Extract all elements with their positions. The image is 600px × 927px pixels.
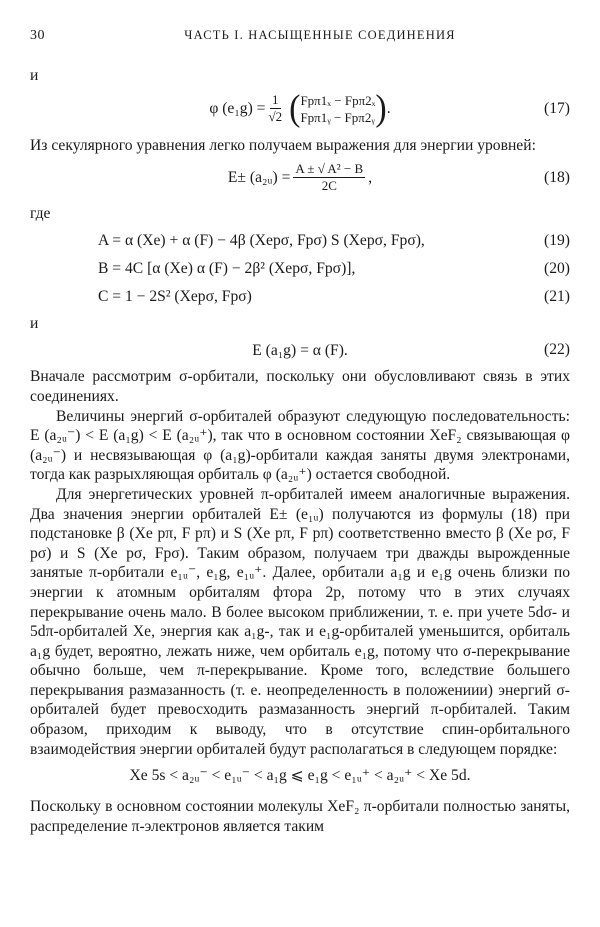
paragraph-sigma-order: Величины энергий σ-орбиталей образуют следующую последовательность: E (a₂ᵤ⁻) < E (a₁g) < E (a₂ᵤ⁺), так что в основном состоянии XeF₂ связывающая φ (a₂ᵤ⁻) и несвязывающая φ (a₁g)-орбитали каждая заняты двумя электронами, тогда как разрыхляющая орбиталь φ (a₂ᵤ⁺) остается свободной. — [30, 407, 570, 484]
page-header — [30, 26, 570, 48]
eq20-text: B = 4C [α (Xe) α (F) − 2β² (Xepσ, Fpσ)], — [98, 259, 356, 277]
running-title: ЧАСТЬ I. НАСЫЩЕННЫЕ СОЕДИНЕНИЯ — [184, 28, 456, 42]
eq18-fraction — [293, 161, 365, 194]
conjunction-and: и — [30, 67, 39, 84]
conjunction-and-2: и — [30, 314, 39, 332]
page-number: 30 — [30, 28, 45, 43]
eq21-text: C = 1 − 2S² (Xepσ, Fpσ) — [98, 287, 252, 305]
eq22-text: E (a₁g) = α (F). — [252, 341, 348, 359]
eq21-number: (21) — [544, 287, 570, 305]
right-paren: ) — [375, 87, 387, 129]
paragraph-final: Поскольку в основном состоянии молекулы XeF₂ π-орбитали полностью заняты, распределение π-электронов является таким — [30, 798, 570, 835]
equation-22 — [30, 339, 570, 361]
eq17-lhs: φ (e₁g) = — [209, 99, 266, 117]
energy-order-text: Xe 5s < a₂ᵤ⁻ < e₁ᵤ⁻ < a₁g ⩽ e₁g < e₁ᵤ⁺ < a₂ᵤ⁺ < Xe 5d. — [129, 767, 471, 785]
eq22-number: (22) — [544, 341, 570, 359]
equation-20 — [30, 258, 570, 280]
eq17-fraction — [268, 92, 282, 125]
eq20-number: (20) — [544, 259, 570, 277]
energy-order-line — [30, 765, 570, 787]
left-paren: ( — [289, 87, 301, 129]
paragraph-pi-orbitals: Для энергетических уровней π-орбиталей имеем аналогичные выражения. Два значения энергии орбиталей E± (e₁ᵤ) получаются из формулы (18) при подстановке β (Xe pπ, F pπ) и S (Xe pπ, F pπ) соответственно вместо β (Xe pσ, F pσ) и S (Xe pσ, Fpσ). Таким образом, получаем три дважды вырожденные занятые π-орбитали e₁ᵤ⁻, e₁g, e₁ᵤ⁺. Далее, орбитали a₁g и e₁g очень близки по энергии к атомным орбиталям фтора 2p, потому что в этих случаях перекрывание очень мало. В более высоком приближении, т. е. при учете 5dσ- и 5dπ-орбиталей Xe, энергия как a₁g-, так и e₁g-орбиталей уменьшится, орбиталь a₁g будет, вероятно, лежать ниже, чем орбиталь e₁g, потому что σ-перекрывание обычно больше, чем π-перекрывание. Кроме того, вследствие большего перекрывания размазанность (т. е. неопределенность в положениии) энергий σ-орбиталей будет превосходить размазанность энергий π-орбиталей. Таким образом, приходим к выводу, что в отсутствие спин-орбитального взаимодействия энергии орбиталей будут располагаться в следующем порядке: — [30, 485, 570, 758]
eq17-frac-bottom: √2 — [268, 109, 283, 125]
eq18-lhs: E± (a₂ᵤ) = — [227, 168, 291, 186]
eq17-tail: . — [386, 99, 391, 117]
equation-21 — [30, 286, 570, 308]
eq18-number: (18) — [544, 168, 570, 186]
equation-18 — [30, 161, 570, 194]
eq17-matrix — [289, 87, 387, 129]
eq18-frac-top: A ± √ A² − B — [295, 161, 364, 177]
eq17-number: (17) — [544, 99, 570, 117]
eq19-number: (19) — [544, 231, 570, 249]
paragraph-secular: Из секулярного уравнения легко получаем выражения для энергии уровней: — [30, 136, 536, 154]
word-where: где — [30, 205, 51, 223]
paragraph-sigma-intro: Вначале рассмотрим σ-орбитали, поскольку они обусловливают связь в этих соединениях. — [30, 368, 570, 405]
eq17-row1: Fpπ1ₓ − Fpπ2ₓ — [300, 92, 376, 108]
eq17-frac-top: 1 — [272, 92, 279, 108]
eq18-frac-bottom: 2C — [321, 178, 337, 194]
eq18-tail: , — [368, 168, 373, 186]
eq17-row2: Fpπ1ᵧ − Fpπ2ᵧ — [300, 109, 375, 125]
equation-19 — [30, 230, 570, 252]
eq19-text: A = α (Xe) + α (F) − 4β (Xepσ, Fpσ) S (Xepσ, Fpσ), — [98, 231, 425, 249]
equation-17 — [30, 87, 570, 129]
